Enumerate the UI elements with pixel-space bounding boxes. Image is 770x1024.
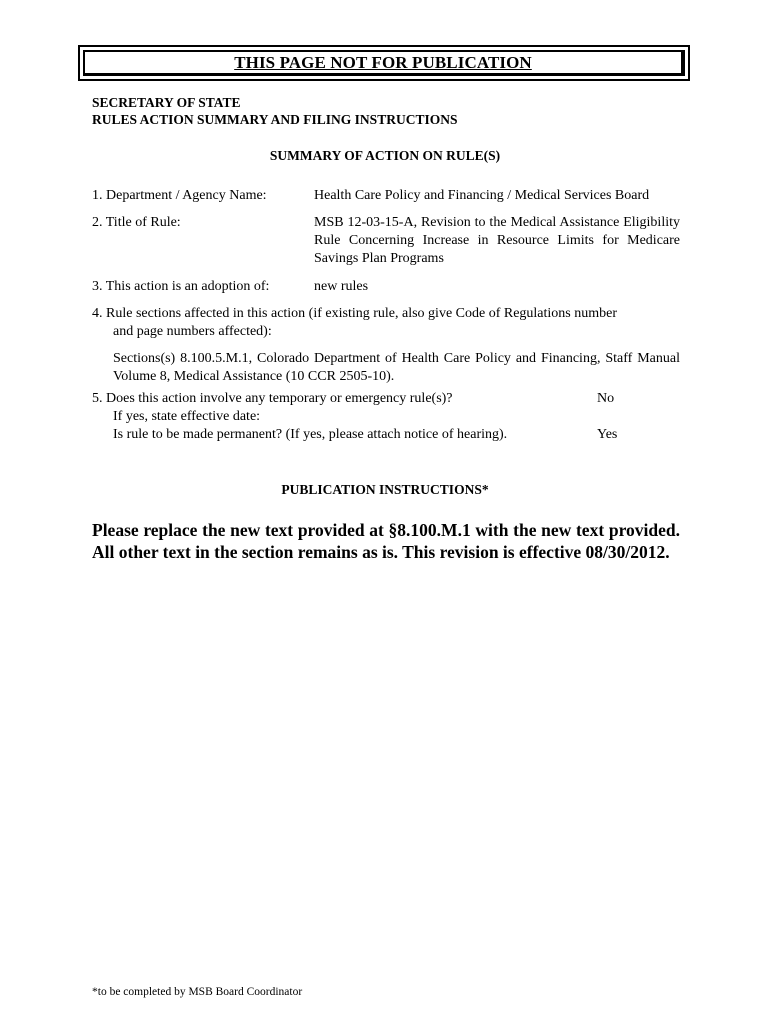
banner-title: THIS PAGE NOT FOR PUBLICATION	[234, 52, 532, 72]
item-1-label: 1. Department / Agency Name:	[92, 188, 267, 203]
item-4-continued: and page numbers affected):	[113, 324, 272, 339]
item-5-permanent-answer: Yes	[597, 427, 618, 442]
summary-heading: SUMMARY OF ACTION ON RULE(S)	[269, 148, 501, 163]
header-secretary-of-state: SECRETARY OF STATE	[92, 95, 241, 110]
item-4-label: 4. Rule sections affected in this action (if existing rule, also give Code of Regulations number	[92, 306, 618, 321]
publication-instructions-text: Please replace the new text provided at §8.100.M.1 with the new text provided. All other text in the section remains as is. This revision is effective 08/30/2012.	[92, 520, 680, 562]
item-1-value: Health Care Policy and Financing / Medical Services Board	[314, 188, 650, 203]
item-3-label: 3. This action is an adoption of:	[92, 279, 270, 294]
item-4-sections: Sections(s) 8.100.5.M.1, Colorado Department of Health Care Policy and Financing, Staff Manual Volume 8, Medical Assistance (10 CCR 2505-10).	[113, 351, 680, 384]
item-5-effective-date: If yes, state effective date:	[113, 409, 261, 424]
item-3-value: new rules	[314, 279, 369, 294]
item-5-answer: No	[597, 391, 615, 406]
item-2-value: MSB 12-03-15-A, Revision to the Medical Assistance Eligibility Rule Concerning Increase in Resource Limits for Medicare Savings Plan Programs	[314, 215, 680, 266]
item-5-permanent-question: Is rule to be made permanent? (If yes, please attach notice of hearing).	[113, 427, 508, 442]
item-5-question: 5. Does this action involve any temporary or emergency rule(s)?	[92, 391, 453, 406]
item-2-label: 2. Title of Rule:	[92, 215, 181, 230]
footnote: *to be completed by MSB Board Coordinator	[92, 986, 303, 998]
banner-frame	[83, 50, 685, 76]
publication-heading: PUBLICATION INSTRUCTIONS*	[281, 482, 489, 497]
publication-banner	[78, 45, 690, 81]
header-rules-action-summary: RULES ACTION SUMMARY AND FILING INSTRUCTIONS	[92, 112, 458, 127]
